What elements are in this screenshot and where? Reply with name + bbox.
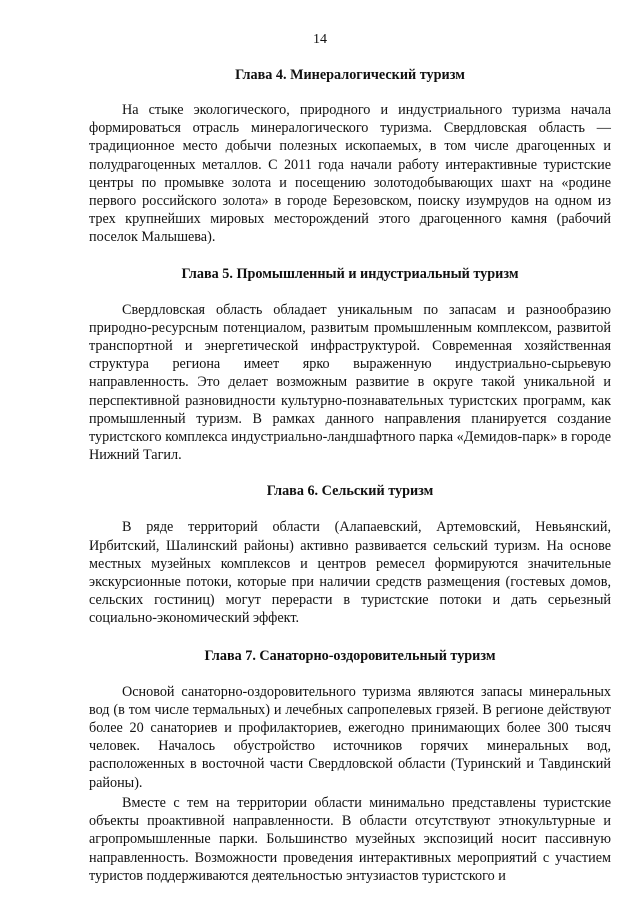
chapter-6-paragraph: В ряде территорий области (Алапаевский, Артемовский, Невьянский, Ирбитский, Шалинский районы) активно развивается сельский туризм. На основе местных музейных комплексов и центров ремесел формируются значительные экскурсионные потоки, которые при наличии средств размещения (гостевых домов, сельских гостиниц) могут перерасти в туристские потоки и дать серьезный социально-экономический эффект. bbox=[89, 519, 611, 627]
chapter-4-paragraph: На стыке экологического, природного и индустриального туризма начала формироваться отрасль минералогического туризма. Свердловская область — традиционное место добычи полезных ископаемых, в том числе драгоценных и полудрагоценных металлов. С 2011 года начали работу интерактивные туристские центры по промывке золота и посещению золотодобывающих шахт на «родине первого российского золота» в городе Березовском, поиску изумрудов на одном из трех крупнейших мировых месторождений этого драгоценного камня (рабочий поселок Малышева). bbox=[89, 102, 611, 246]
page-number: 14 bbox=[313, 32, 327, 47]
chapter-7-heading: Глава 7. Санаторно-оздоровительный туризм bbox=[204, 647, 496, 664]
document-body bbox=[89, 66, 611, 885]
chapter-6-heading: Глава 6. Сельский туризм bbox=[266, 483, 434, 500]
chapter-7-paragraph-1: Основой санаторно-оздоровительного туризма являются запасы минеральных вод (в том числе термальных) и лечебных сапропелевых грязей. В регионе действуют более 20 санаториев и профилакториев, ежегодно принимающих более 300 тысяч человек. Началось обустройство источников горячих минеральных вод, расположенных в восточной части Свердловской области (Туринский и Тавдинский районы). bbox=[89, 683, 611, 791]
chapter-5-heading: Глава 5. Промышленный и индустриальный туризм bbox=[181, 265, 519, 282]
chapter-4-heading: Глава 4. Минералогический туризм bbox=[235, 67, 465, 83]
chapter-7-paragraph-2: Вместе с тем на территории области минимально представлены туристские объекты проактивной направленности. В области отсутствуют этнокультурные и агропромышленные парки. Большинство музейных экспозиций носит пассивную направленность. Возможности проведения интерактивных мероприятий с участием туристов поддерживаются деятельностью энтузиастов туристского и bbox=[89, 794, 611, 884]
chapter-5-paragraph: Свердловская область обладает уникальным по запасам и разнообразию природно-ресурсным потенциалом, развитым промышленным комплексом, развитой транспортной и энергетической инфраструктурой. Современная хозяйственная структура региона имеет ярко выраженную индустриально-сырьевую направленность. Это делает возможным развитие в округе такой уникальной и перспективной разновидности культурно-познавательных туристских программ, как промышленный туризм. В рамках данного направления планируется создание туристского комплекса индустриально-ландшафтного парка «Демидов-парк» в городе Нижний Тагил. bbox=[89, 301, 611, 464]
